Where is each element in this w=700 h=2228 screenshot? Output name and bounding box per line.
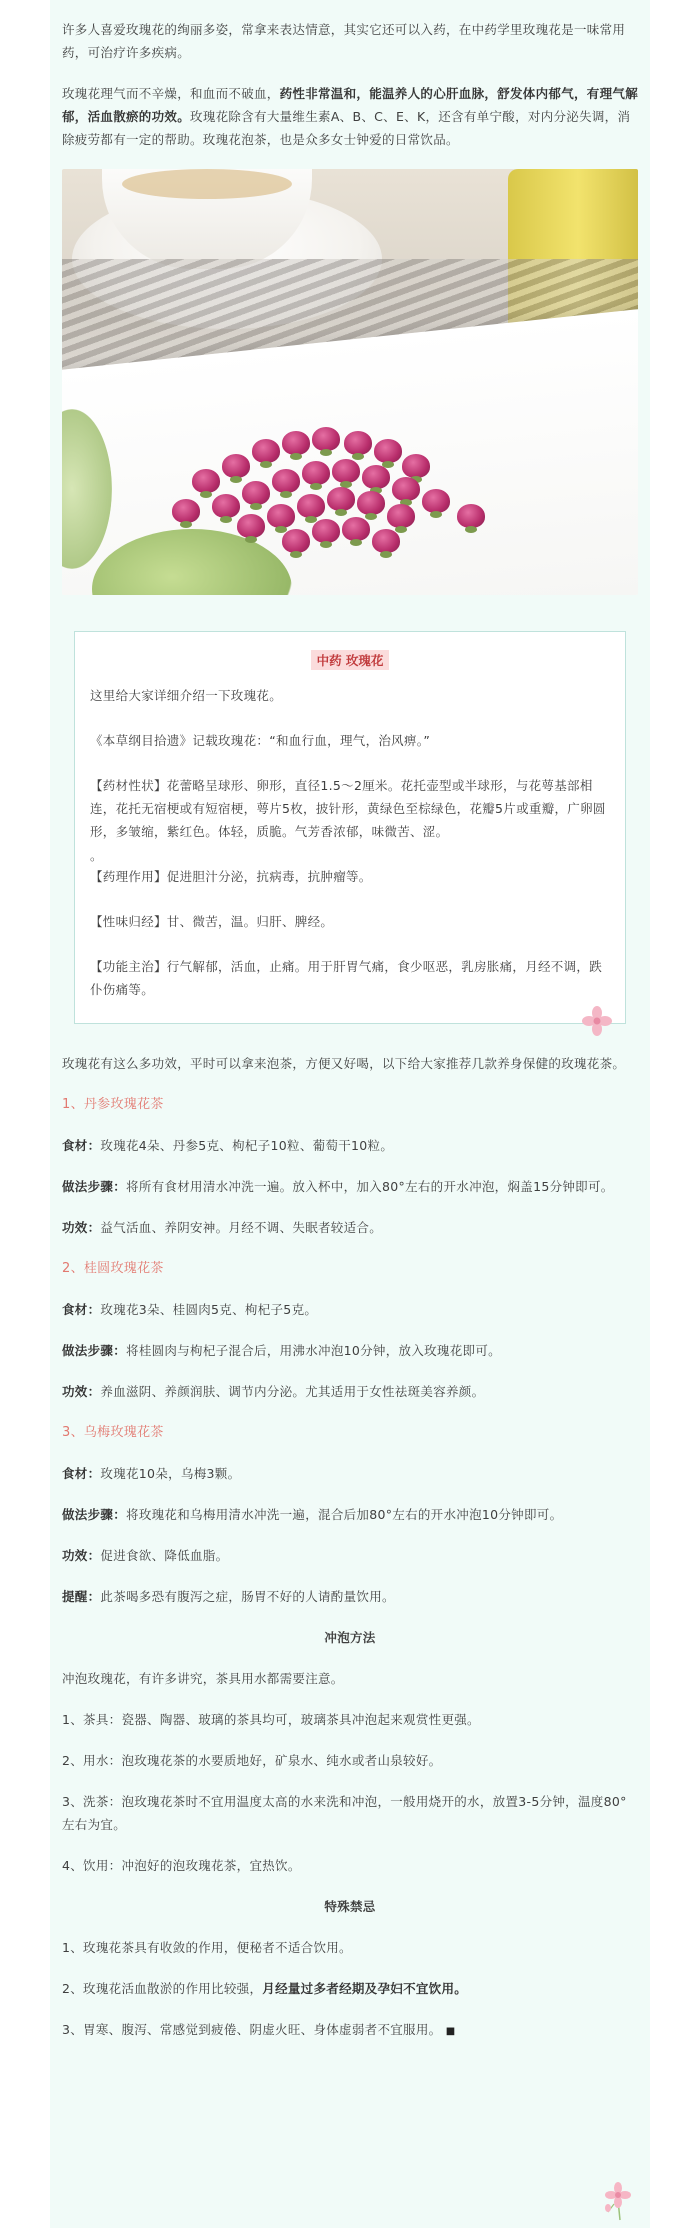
rose-bud [327, 487, 355, 511]
recipe-effect [62, 1544, 638, 1567]
value: 益气活血、养阴安神。月经不调、失眠者较适合。 [100, 1220, 383, 1235]
label: 食材： [62, 1138, 101, 1153]
rose-bud [374, 439, 402, 463]
rose-bud [222, 454, 250, 478]
recipe-title: 2、桂圆玫瑰花茶 [62, 1261, 164, 1276]
flower-icon [581, 1005, 613, 1037]
intro-paragraph: 许多人喜爱玫瑰花的绚丽多姿，常拿来表达情意，其实它还可以入药，在中药学里玫瑰花是一味常用药，可治疗许多疾病。 [62, 22, 626, 60]
label: 功效： [62, 1384, 101, 1399]
intro-paragraph-2 [62, 82, 638, 151]
value: 玫瑰花10朵，乌梅3颗。 [100, 1466, 241, 1481]
rose-bud [402, 454, 430, 478]
recipe-title: 3、乌梅玫瑰花茶 [62, 1425, 164, 1440]
label: 功效： [62, 1548, 101, 1563]
taboo-bold-text: 月经量过多者经期及孕妇不宜饮用。 [262, 1981, 468, 1996]
brew-item: 3、洗茶：泡玫瑰花茶时不宜用温度太高的水来洗和冲泡，一般用烧开的水，放置3-5分钟，温度80°左右为宜。 [62, 1794, 627, 1832]
brew-item: 4、饮用：冲泡好的泡玫瑰花茶，宜热饮。 [62, 1858, 301, 1873]
brew-title: 冲泡方法 [324, 1630, 376, 1645]
label: 提醒： [62, 1589, 101, 1604]
label: 做法步骤： [62, 1507, 127, 1522]
recipe-ingredients [62, 1298, 638, 1321]
recipe-ingredients [62, 1462, 638, 1485]
card-function: 【功能主治】行气解郁，活血，止痛。用于肝胃气痛，食少呕恶，乳房胀痛，月经不调，跌仆伤痛等。 [90, 959, 603, 997]
recipe-effect [62, 1380, 638, 1403]
label: 功效： [62, 1220, 101, 1235]
rose-bud [357, 491, 385, 515]
card-title: 中药 玫瑰花 [311, 650, 390, 670]
rose-bud [372, 529, 400, 553]
end-mark: ■ [445, 2026, 456, 2037]
rose-bud [297, 494, 325, 518]
rose-bud [242, 481, 270, 505]
rose-bud [282, 529, 310, 553]
recipe-steps [62, 1339, 638, 1362]
rose-bud [302, 461, 330, 485]
flower-icon [600, 2178, 636, 2222]
label: 做法步骤： [62, 1179, 127, 1194]
rose-bud [342, 517, 370, 541]
taboo-item [62, 2018, 638, 2043]
intro-text: 玫瑰花理气而不辛燥，和血而不破血， [62, 86, 280, 101]
card-nature: 【性味归经】甘、微苦，温。归肝、脾经。 [90, 914, 334, 929]
value: 此茶喝多恐有腹泻之症，肠胃不好的人请酌量饮用。 [100, 1589, 395, 1604]
rose-bud [457, 504, 485, 528]
recommend-paragraph: 玫瑰花有这么多功效，平时可以拿来泡茶，方便又好喝，以下给大家推荐几款养身保健的玫瑰花茶。 [62, 1056, 626, 1071]
recipe-steps [62, 1503, 638, 1526]
brew-item: 2、用水：泡玫瑰花茶的水要质地好，矿泉水、纯水或者山泉较好。 [62, 1753, 442, 1768]
rose-bud [312, 519, 340, 543]
rose-bud [312, 427, 340, 451]
intro-bold-text: 药性非常温和，能温养人的心肝血脉，舒发体内郁气，有理气解郁，活血散瘀的功效。 [62, 86, 639, 124]
label: 食材： [62, 1466, 101, 1481]
card-dot: 。 [90, 848, 103, 863]
label: 做法步骤： [62, 1343, 127, 1358]
recipe-title: 1、丹参玫瑰花茶 [62, 1097, 164, 1112]
brew-intro: 冲泡玫瑰花，有许多讲究，茶具用水都需要注意。 [62, 1671, 344, 1686]
recipe-tip [62, 1585, 638, 1608]
rose-bud [282, 431, 310, 455]
taboo-text: 3、胃寒、腹泻、常感觉到疲倦、阴虚火旺、身体虚弱者不宜服用。 [62, 2022, 442, 2037]
card-quote: 《本草纲目拾遗》记载玫瑰花：“和血行血，理气，治风痹。” [90, 733, 431, 748]
article [50, 0, 650, 2228]
value: 将玫瑰花和乌梅用清水冲洗一遍，混合后加80°左右的开水冲泡10分钟即可。 [126, 1507, 563, 1522]
rose-bud [192, 469, 220, 493]
recipe-ingredients [62, 1134, 638, 1157]
rose-bud [272, 469, 300, 493]
taboo-item [62, 1977, 638, 2000]
card-traits: 【药材性状】花蕾略呈球形、卵形，直径1.5～2厘米。花托壶型或半球形，与花萼基部相连，花托无宿梗或有短宿梗，萼片5枚，披针形，黄绿色至棕绿色，花瓣5片或重瓣，广卵圆形，多皱缩，紫红色。体轻，质脆。气芳香浓郁，味微苦、涩。 [90, 778, 606, 839]
rose-bud [344, 431, 372, 455]
rose-bud [212, 494, 240, 518]
recipe-steps [62, 1175, 638, 1198]
rose-bud [237, 514, 265, 538]
brew-item: 1、茶具：瓷器、陶器、玻璃的茶具均可，玻璃茶具冲泡起来观赏性更强。 [62, 1712, 480, 1727]
recipe-effect [62, 1216, 638, 1239]
rose-bud [422, 489, 450, 513]
value: 将桂圆肉与枸杞子混合后，用沸水冲泡10分钟，放入玫瑰花即可。 [126, 1343, 501, 1358]
label: 食材： [62, 1302, 101, 1317]
value: 养血滋阴、养颜润肤、调节内分泌。尤其适用于女性祛斑美容养颜。 [100, 1384, 485, 1399]
value: 促进食欲、降低血脂。 [100, 1548, 229, 1563]
rose-bud [387, 504, 415, 528]
rose-bud [172, 499, 200, 523]
value: 玫瑰花4朵、丹参5克、枸杞子10粒、葡萄干10粒。 [100, 1138, 394, 1153]
rose-bud [252, 439, 280, 463]
rose-bud [362, 465, 390, 489]
taboo-title: 特殊禁忌 [324, 1899, 376, 1914]
herb-info-card [74, 631, 626, 1024]
value: 将所有食材用清水冲洗一遍。放入杯中，加入80°左右的开水冲泡，焖盖15分钟即可。 [126, 1179, 614, 1194]
rose-tea-photo [62, 169, 638, 595]
rose-bud [332, 459, 360, 483]
taboo-text: 2、玫瑰花活血散淤的作用比较强， [62, 1981, 263, 1996]
taboo-item: 1、玫瑰花茶具有收敛的作用，便秘者不适合饮用。 [62, 1940, 352, 1955]
card-intro: 这里给大家详细介绍一下玫瑰花。 [90, 688, 283, 703]
intro-text-2: 玫瑰花除含有大量维生素A、B、C、E、K，还含有单宁酸，对内分泌失调，消除疲劳都有一定的帮助。玫瑰花泡茶，也是众多女士钟爱的日常饮品。 [62, 109, 631, 147]
rose-bud [267, 504, 295, 528]
value: 玫瑰花3朵、桂圆肉5克、枸杞子5克。 [100, 1302, 318, 1317]
rose-bud [392, 477, 420, 501]
card-pharmacology: 【药理作用】促进胆汁分泌，抗病毒，抗肿瘤等。 [90, 869, 372, 884]
